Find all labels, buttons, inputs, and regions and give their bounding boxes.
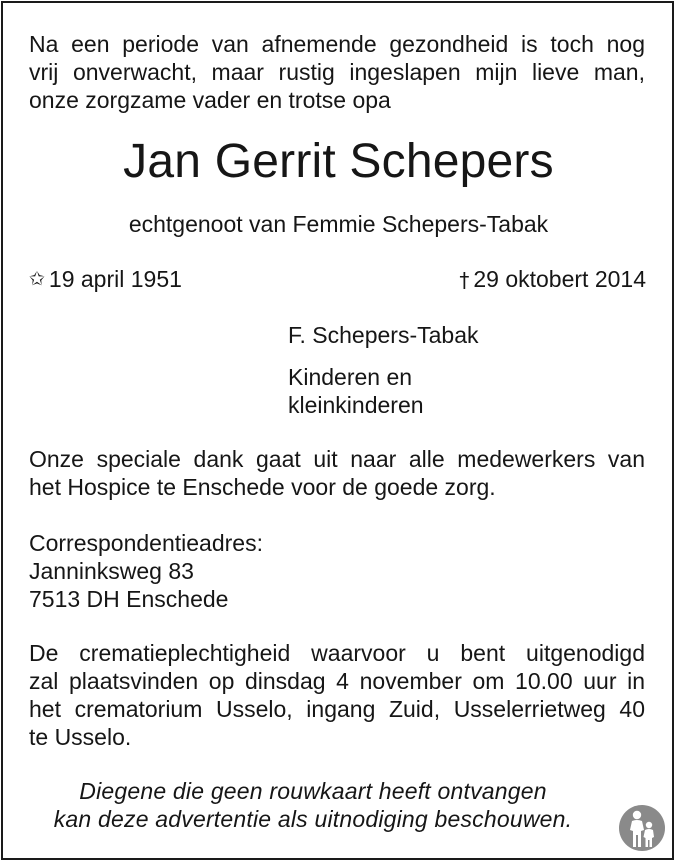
birth-date xyxy=(29,265,182,295)
cremation-line: zal plaatsvinden op dinsdag 4 november om 10.00 uur in xyxy=(29,668,645,694)
intro-line: Na een periode van afnemende gezondheid is toch nog xyxy=(29,31,645,57)
intro-line: vrij onverwacht, maar rustig ingeslapen mijn lieve man, xyxy=(29,59,645,85)
star-icon: ✩ xyxy=(29,268,45,290)
intro-paragraph xyxy=(29,30,645,114)
memorial-figures-icon xyxy=(618,804,666,852)
obituary-card xyxy=(1,1,674,860)
cremation-line: De crematieplechtigheid waarvoor u bent uitgenodigd xyxy=(29,640,645,666)
cremation-line: te Usselo. xyxy=(29,724,132,750)
correspondence-address xyxy=(29,529,645,613)
birth-date-text: 19 april 1951 xyxy=(48,266,182,292)
thanks-line: het Hospice te Enschede voor de goede zorg. xyxy=(29,474,496,500)
correspondence-line: Correspondentieadres: xyxy=(29,530,263,556)
closing-note xyxy=(3,777,623,833)
family-spouse: F. Schepers-Tabak xyxy=(288,322,479,348)
death-date xyxy=(459,265,646,294)
thanks-paragraph xyxy=(29,445,645,501)
correspondence-line: 7513 DH Enschede xyxy=(29,586,229,612)
closing-line: kan deze advertentie als uitnodiging beschouwen. xyxy=(53,806,573,832)
cremation-paragraph xyxy=(29,639,645,751)
cross-icon: † xyxy=(459,268,470,292)
thanks-line: Onze speciale dank gaat uit naar alle medewerkers van xyxy=(29,446,645,472)
family-children-line: Kinderen en xyxy=(288,364,413,390)
family-children-line: kleinkinderen xyxy=(288,392,424,418)
closing-line: Diegene die geen rouwkaart heeft ontvangen xyxy=(79,778,547,804)
intro-line: onze zorgzame vader en trotse opa xyxy=(29,87,391,113)
cremation-line: het crematorium Usselo, ingang Zuid, Usselerrietweg 40 xyxy=(29,696,645,722)
spouse-line: echtgenoot van Femmie Schepers-Tabak xyxy=(128,211,549,237)
death-date-text: 29 oktobert 2014 xyxy=(473,266,646,292)
family-children xyxy=(288,363,424,419)
correspondence-line: Janninksweg 83 xyxy=(29,558,194,584)
deceased-name: Jan Gerrit Schepers xyxy=(123,135,554,188)
